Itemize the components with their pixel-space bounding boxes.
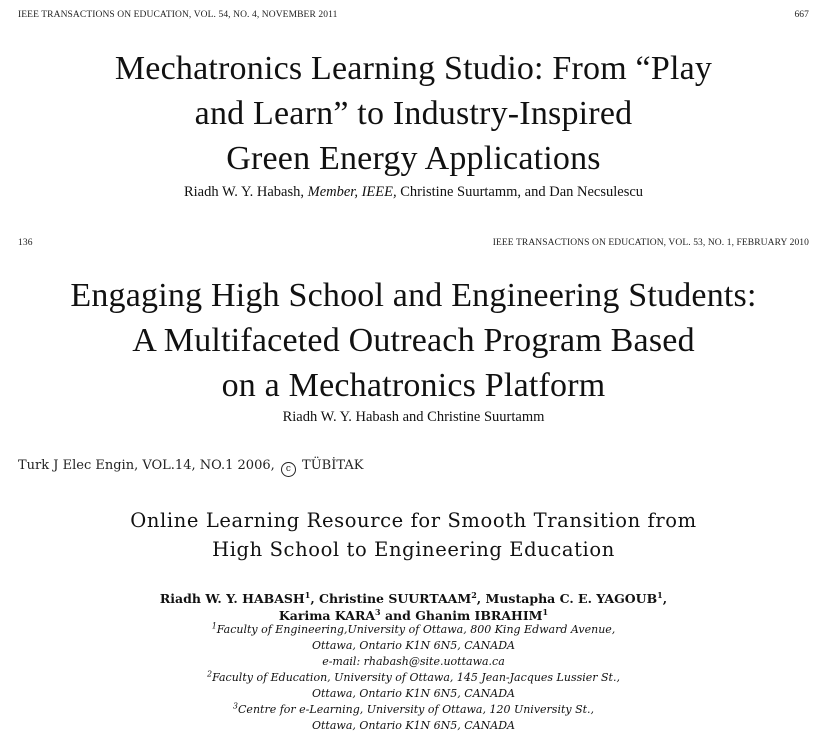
- paper3-publisher: TÜBİTAK: [302, 458, 364, 473]
- paper3-header: [18, 458, 363, 477]
- paper3-title-line: High School to Engineering Education: [212, 538, 615, 561]
- paper1-header-left: IEEE TRANSACTIONS ON EDUCATION, VOL. 54, NO. 4, NOVEMBER 2011: [18, 10, 338, 20]
- author-name: Riadh W. Y. HABASH: [159, 591, 305, 606]
- author-affil-mark: 2: [471, 589, 477, 600]
- paper3-affiliations: [0, 622, 827, 734]
- affiliation-text: Faculty of Engineering,University of Ottawa, 800 King Edward Avenue,: [216, 623, 616, 636]
- affiliation-text: Centre for e-Learning, University of Ottawa, 120 University St.,: [238, 703, 595, 716]
- paper1-author-habash: Riadh W. Y. Habash,: [183, 184, 304, 200]
- paper2-title-line: Engaging High School and Engineering Students:: [70, 277, 757, 314]
- author-affil-mark: 3: [375, 606, 381, 617]
- paper3-title: [0, 506, 827, 564]
- paper2-title-line: A Multifaceted Outreach Program Based: [132, 322, 695, 359]
- paper1-authors: [0, 184, 827, 201]
- author-name: , Mustapha C. E. YAGOUB: [476, 591, 658, 606]
- author-affil-mark: 1: [657, 589, 663, 600]
- affiliation-number: 2: [207, 669, 213, 679]
- affiliation-line: Ottawa, Ontario K1N 6N5, CANADA: [311, 639, 515, 652]
- author-name: and Ghanim IBRAHIM: [380, 608, 543, 623]
- paper2-title: [0, 273, 827, 408]
- affiliation-number: 1: [211, 621, 217, 631]
- affiliation-line: [0, 670, 827, 686]
- paper1-author-others: Christine Suurtamm, and Dan Necsulescu: [400, 184, 644, 200]
- paper2-authors: Riadh W. Y. Habash and Christine Suurtamm: [282, 409, 545, 425]
- affiliation-line: Ottawa, Ontario K1N 6N5, CANADA: [311, 719, 515, 732]
- affiliation-line: Ottawa, Ontario K1N 6N5, CANADA: [311, 687, 515, 700]
- paper2-title-line: on a Mechatronics Platform: [221, 367, 606, 404]
- paper1-title: [0, 46, 827, 181]
- affiliation-line: [0, 622, 827, 638]
- author-name: Karima KARA: [278, 608, 376, 623]
- paper1-page-number: 667: [794, 10, 809, 20]
- author-affil-mark: 1: [542, 606, 549, 617]
- author-separator: ,: [662, 591, 668, 606]
- paper3-title-line: Online Learning Resource for Smooth Transition from: [130, 509, 697, 532]
- paper2-page-number: 136: [18, 238, 33, 248]
- affiliation-email: e-mail: rhabash@site.uottawa.ca: [322, 655, 505, 668]
- affiliation-line: [0, 702, 827, 718]
- copyright-icon: c: [281, 462, 296, 477]
- author-affil-mark: 1: [304, 589, 311, 600]
- paper1-title-line: and Learn” to Industry-Inspired: [194, 95, 633, 132]
- affiliation-text: Faculty of Education, University of Ottawa, 145 Jean-Jacques Lussier St.,: [212, 671, 620, 684]
- paper1-title-line: Mechatronics Learning Studio: From “Play: [114, 50, 713, 87]
- paper1-author-membership: Member, IEEE,: [307, 184, 397, 200]
- author-name: , Christine SUURTAAM: [310, 591, 472, 606]
- paper1-title-line: Green Energy Applications: [226, 140, 601, 177]
- paper2-header-right: IEEE TRANSACTIONS ON EDUCATION, VOL. 53, NO. 1, FEBRUARY 2010: [492, 238, 809, 248]
- paper3-journal-ref: Turk J Elec Engin, VOL.14, NO.1 2006,: [18, 458, 275, 473]
- paper3-authors: [0, 590, 827, 624]
- paper3-authors-line: [0, 590, 827, 607]
- affiliation-number: 3: [232, 701, 239, 711]
